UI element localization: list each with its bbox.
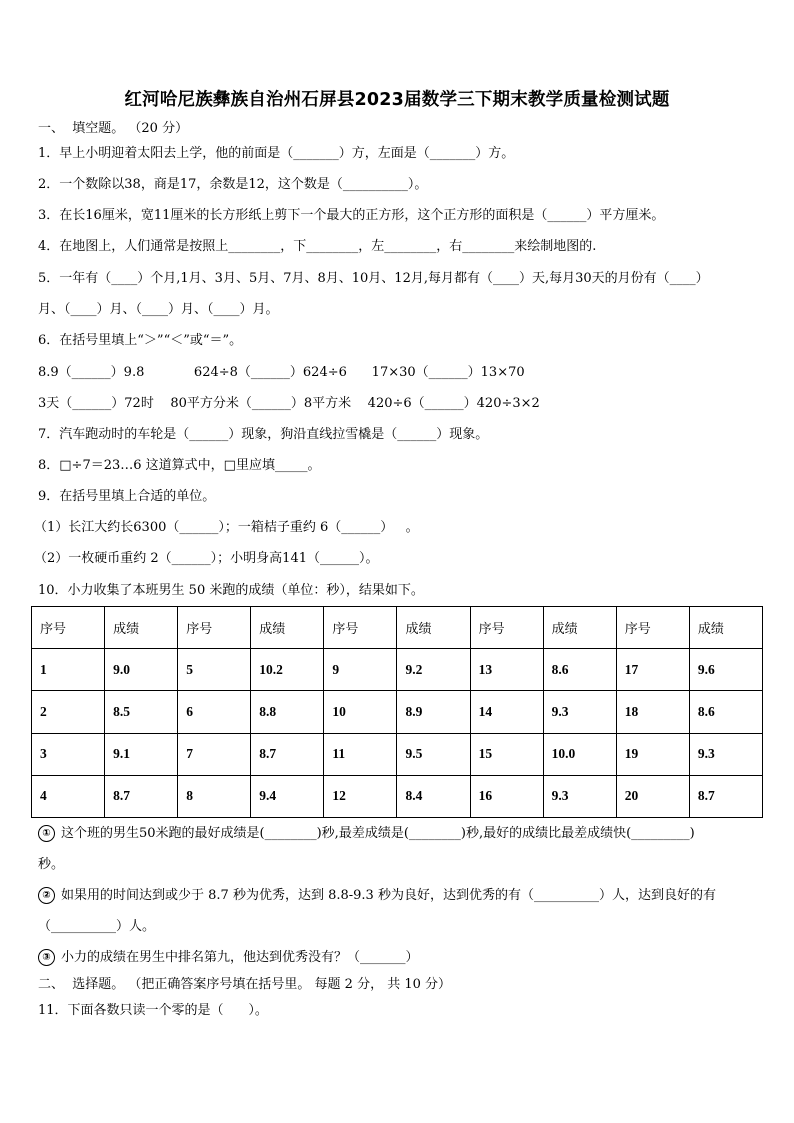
table-cell: 19 bbox=[616, 733, 689, 775]
circled-number-2-icon: ② bbox=[38, 887, 55, 904]
table-cell: 8.6 bbox=[689, 691, 762, 733]
table-cell: 9.3 bbox=[543, 775, 616, 817]
header-cell: 成绩 bbox=[251, 607, 324, 649]
question-6: 6．在括号里填上“＞”“＜”或“＝”。 bbox=[38, 333, 243, 348]
table-cell: 10 bbox=[324, 691, 397, 733]
table-cell: 8.4 bbox=[397, 775, 470, 817]
score-table bbox=[31, 606, 763, 818]
question-11: 11．下面各数只读一个零的是（ ）。 bbox=[38, 1003, 268, 1018]
table-cell: 9.6 bbox=[689, 649, 762, 691]
table-cell: 7 bbox=[178, 733, 251, 775]
table-row bbox=[32, 649, 763, 691]
header-cell: 序号 bbox=[178, 607, 251, 649]
question-9: 9．在括号里填上合适的单位。 bbox=[38, 489, 216, 504]
question-2: 2．一个数除以38，商是17，余数是12，这个数是（__________）。 bbox=[38, 177, 428, 192]
table-cell: 8 bbox=[178, 775, 251, 817]
table-cell: 12 bbox=[324, 775, 397, 817]
header-cell: 成绩 bbox=[689, 607, 762, 649]
question-7: 7．汽车跑动时的车轮是（______）现象，狗沿直线拉雪橇是（______）现象。 bbox=[38, 427, 489, 442]
table-cell: 14 bbox=[470, 691, 543, 733]
table-cell: 8.7 bbox=[689, 775, 762, 817]
table-cell: 8.6 bbox=[543, 649, 616, 691]
question-10-part-1-text: 这个班的男生50米跑的最好成绩是(________)秒,最差成绩是(________)秒,最好的成绩比最差成绩快(_________) bbox=[61, 826, 695, 841]
question-9-part-1: （1）长江大约长6300（______）；一箱桔子重约 6（______） 。 bbox=[34, 520, 419, 535]
question-9-part-2: （2）一枚硬币重约 2（______）；小明身高141（______）。 bbox=[34, 551, 379, 566]
header-cell: 成绩 bbox=[543, 607, 616, 649]
question-1: 1．早上小明迎着太阳去上学，他的前面是（_______）方，左面是（_______）方。 bbox=[38, 146, 515, 161]
table-header-row bbox=[32, 607, 763, 649]
table-row bbox=[32, 691, 763, 733]
table-cell: 3 bbox=[32, 733, 105, 775]
table-cell: 10.2 bbox=[251, 649, 324, 691]
question-3: 3．在长16厘米，宽11厘米的长方形纸上剪下一个最大的正方形，这个正方形的面积是（______）平方厘米。 bbox=[38, 208, 665, 223]
table-cell: 2 bbox=[32, 691, 105, 733]
table-cell: 9.4 bbox=[251, 775, 324, 817]
table-row bbox=[32, 733, 763, 775]
question-10-part-1-continued: 秒。 bbox=[38, 857, 65, 872]
question-5: 5．一年有（____）个月,1月、3月、5月、7月、8月、10月、12月,每月都有（____）天,每月30天的月份有（____） bbox=[38, 271, 709, 286]
table-cell: 8.8 bbox=[251, 691, 324, 733]
question-10-part-3 bbox=[38, 949, 419, 967]
table-cell: 17 bbox=[616, 649, 689, 691]
table-cell: 8.9 bbox=[397, 691, 470, 733]
header-cell: 成绩 bbox=[105, 607, 178, 649]
question-10-part-3-text: 小力的成绩在男生中排名第九，他达到优秀没有？（_______） bbox=[61, 950, 419, 965]
table-cell: 9.2 bbox=[397, 649, 470, 691]
header-cell: 成绩 bbox=[397, 607, 470, 649]
table-cell: 8.5 bbox=[105, 691, 178, 733]
table-cell: 18 bbox=[616, 691, 689, 733]
table-cell: 10.0 bbox=[543, 733, 616, 775]
question-10-part-2 bbox=[38, 887, 716, 905]
header-cell: 序号 bbox=[32, 607, 105, 649]
page-title: 红河哈尼族彝族自治州石屏县2023届数学三下期末教学质量检测试题 bbox=[124, 90, 670, 110]
table-row bbox=[32, 775, 763, 817]
table-cell: 4 bbox=[32, 775, 105, 817]
table-cell: 15 bbox=[470, 733, 543, 775]
header-cell: 序号 bbox=[470, 607, 543, 649]
question-6-row-1: 8.9（______）9.8 624÷8（______）624÷6 17×30（______）13×70 bbox=[38, 365, 525, 380]
question-10: 10．小力收集了本班男生 50 米跑的成绩（单位：秒），结果如下。 bbox=[38, 583, 424, 598]
section-2-heading: 二、 选择题。 （把正确答案序号填在括号里。 每题 2 分， 共 10 分） bbox=[38, 977, 452, 992]
table-cell: 6 bbox=[178, 691, 251, 733]
table-cell: 9.3 bbox=[543, 691, 616, 733]
question-6-row-2: 3天（______）72时 80平方分米（______）8平方米 420÷6（______）420÷3×2 bbox=[38, 396, 540, 411]
question-10-part-2-continued: （__________）人。 bbox=[38, 919, 156, 934]
table-cell: 9.1 bbox=[105, 733, 178, 775]
table-cell: 11 bbox=[324, 733, 397, 775]
table-cell: 20 bbox=[616, 775, 689, 817]
question-10-part-2-text: 如果用的时间达到或少于 8.7 秒为优秀，达到 8.8-9.3 秒为良好，达到优秀的有（__________）人，达到良好的有 bbox=[61, 888, 716, 903]
table-cell: 8.7 bbox=[251, 733, 324, 775]
header-cell: 序号 bbox=[324, 607, 397, 649]
table-cell: 9 bbox=[324, 649, 397, 691]
question-4: 4．在地图上，人们通常是按照上________，下________，左________，右________来绘制地图的. bbox=[38, 239, 597, 254]
table-cell: 13 bbox=[470, 649, 543, 691]
section-1-heading: 一、 填空题。 （20 分） bbox=[38, 121, 189, 136]
table-cell: 9.5 bbox=[397, 733, 470, 775]
table-cell: 1 bbox=[32, 649, 105, 691]
circled-number-3-icon: ③ bbox=[38, 949, 55, 966]
circled-number-1-icon: ① bbox=[38, 825, 55, 842]
header-cell: 序号 bbox=[616, 607, 689, 649]
question-8: 8．□÷7＝23…6 这道算式中，□里应填_____。 bbox=[38, 458, 321, 473]
question-10-part-1 bbox=[38, 825, 695, 843]
table-cell: 5 bbox=[178, 649, 251, 691]
question-5-continued: 月、（____）月、（____）月、（____）月。 bbox=[38, 302, 279, 317]
table-cell: 16 bbox=[470, 775, 543, 817]
table-cell: 9.0 bbox=[105, 649, 178, 691]
table-cell: 8.7 bbox=[105, 775, 178, 817]
table-cell: 9.3 bbox=[689, 733, 762, 775]
